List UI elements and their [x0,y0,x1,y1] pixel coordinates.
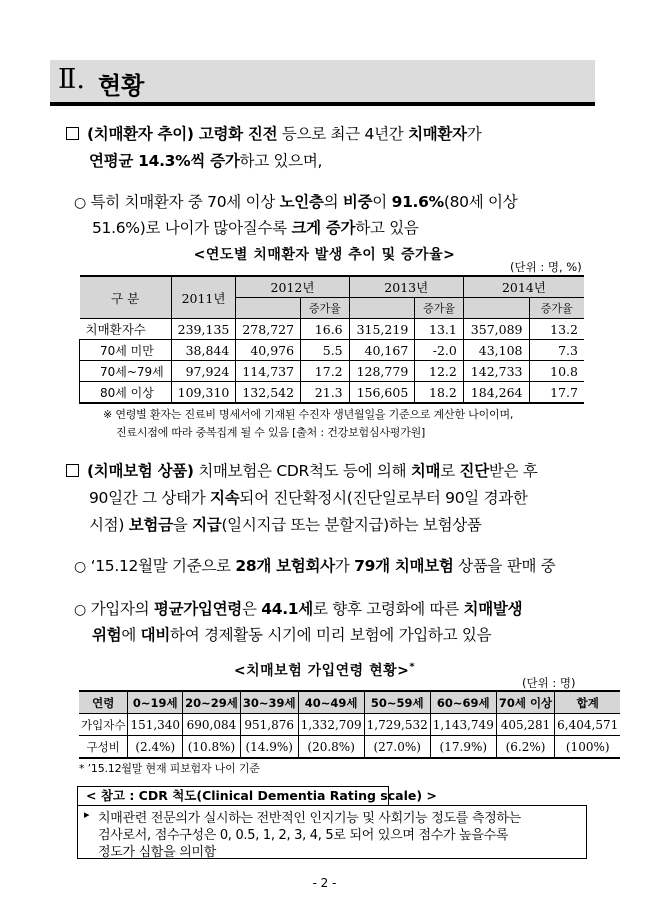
cell: 184,264 [463,382,529,404]
emphasized-text: 진단 [459,462,489,480]
emphasized-text: 위험 [92,626,122,644]
reference-line-1: 치매관련 전문의가 실시하는 전반적인 인지기능 및 사회기능 정도를 측정하는 [98,811,521,826]
patient-trend-table [79,275,584,404]
cell: 18.2 [415,382,464,404]
header-cell: 40~49세 [298,691,364,714]
emphasized-text: (치매보험 상품) [87,462,194,480]
square-bullet-icon [66,127,79,140]
cell: 690,084 [183,714,241,736]
emphasized-text: 44.1세 [261,600,313,618]
triangle-bullet-icon: ▸ [84,808,90,821]
reference-title: < 참고 : CDR 척도(Clinical Dementia Rating scale) > [77,786,389,806]
cell: 278,727 [236,319,301,340]
body-text: 상품을 판매 중 [453,557,556,575]
cell: 7.3 [529,340,584,361]
table1-note-1: ※ 연령별 환자는 진료비 명세서에 기재된 수진자 생년월일을 기준으로 계산한 나이이며, [103,408,514,421]
body-text: 에 [121,626,141,644]
p1-line-1 [66,122,481,144]
cell: 951,876 [240,714,298,736]
body-text: 받은 후 [488,462,538,480]
header-cell: 70세 이상 [496,691,554,714]
table2-title-text: <치매보험 가입연령 현황> [233,663,410,679]
p2-line-3 [89,513,482,535]
body-text: 하여 경제활동 시기에 미리 보험에 가입하고 있음 [170,626,492,644]
header-year: 2011년 [171,276,236,319]
cell: 97,924 [171,361,236,382]
reference-box [77,805,587,859]
reference-line-2: 검사로서, 점수구성은 0, 0.5, 1, 2, 3, 4, 5로 되어 있으며 점수가 높을수록 [98,828,509,843]
body-text: 특히 치매환자 중 70세 이상 [90,193,280,211]
emphasized-text: 지속 [210,489,240,507]
body-text: 가 [334,557,355,575]
cell: 315,219 [349,319,415,340]
table-row [80,319,585,340]
blank-cell [463,298,529,319]
rate-header: 증가율 [301,298,350,319]
table1-title: <연도별 치매환자 발생 추이 및 증가율> [193,247,456,263]
emphasized-text: 지급 [192,516,222,534]
emphasized-text: 치매발생 [463,600,523,618]
emphasized-text: 보험금 [128,516,173,534]
table-row [80,340,585,361]
reference-line-3: 정도가 심함을 의미함 [98,845,216,860]
body-text: 로 [440,462,460,480]
body-text: 하고 있으며, [239,152,323,170]
cell: (2.4%) [128,736,183,759]
emphasized-text: 91.6% [391,193,444,211]
row-label: 70세~79세 [80,361,172,382]
body-text: 가입자의 [90,600,154,618]
cell: 16.6 [301,319,350,340]
body-text: 90일간 그 상태가 [89,489,211,507]
emphasized-text: 비중 [342,193,373,211]
cell: 10.8 [529,361,584,382]
cell: 13.1 [415,319,464,340]
table2-note: * ’15.12월말 현재 피보험자 나이 기준 [79,762,260,775]
body-text: 되어 진단확정시(진단일로부터 90일 경과한 [239,489,528,507]
circle-bullet-icon: ○ [74,559,86,575]
cell: (10.8%) [183,736,241,759]
cell: 156,605 [349,382,415,404]
body-text: 이 [372,193,392,211]
emphasized-text: 노인층 [279,193,324,211]
emphasized-text: 평균가입연령 [153,600,242,618]
body-text: 하고 있음 [355,219,419,237]
body-text: 치매보험은 CDR척도 등에 의해 [193,462,411,480]
body-text: (80세 이상 [443,193,518,211]
cell: 132,542 [236,382,301,404]
header-cell: 20~29세 [183,691,241,714]
emphasized-text: 연평균 14.3%씩 증가 [89,152,240,170]
p2-line-1 [66,459,538,481]
table-row [80,382,585,404]
blank-cell [349,298,415,319]
p2b-line-2 [92,623,491,645]
cell: 357,089 [463,319,529,340]
emphasized-text: 28개 보험회사 [235,557,335,575]
body-text: (일시지급 또는 분할지급)하는 보험상품 [221,516,482,534]
header-cell: 합계 [555,691,621,714]
section-number: Ⅱ. [58,64,85,95]
cell: 12.2 [415,361,464,382]
body-text: 가 [466,125,482,143]
cell: 109,310 [171,382,236,404]
section-title: 현황 [98,72,145,100]
table2-unit: (단위 : 명) [522,676,576,690]
cell: 38,844 [171,340,236,361]
header-label: 구 분 [80,276,172,319]
cell: 1,729,532 [364,714,430,736]
cell: 13.2 [529,319,584,340]
row-label: 가입자수 [79,714,128,736]
cell: 142,733 [463,361,529,382]
page-number: - 2 - [312,876,337,890]
cell: 40,167 [349,340,415,361]
circle-bullet-icon: ○ [74,195,86,211]
cell: 17.2 [301,361,350,382]
table-header-row [80,276,585,298]
square-bullet-icon [66,464,79,477]
header-cell: 50~59세 [364,691,430,714]
row-label: 치매환자수 [85,322,146,337]
blank-cell [236,298,301,319]
p2a-line-1 [74,554,555,576]
emphasized-text: 대비 [140,626,171,644]
cell: (20.8%) [298,736,364,759]
cell: 239,135 [171,319,236,340]
header-cell: 0~19세 [128,691,183,714]
cell: (14.9%) [240,736,298,759]
cell: 21.3 [301,382,350,404]
p1a-line-1 [74,190,517,212]
body-text: 을 [172,516,193,534]
cell: 5.5 [301,340,350,361]
row-label: 구성비 [79,736,128,759]
cell: 40,976 [236,340,301,361]
emphasized-text: 고령화 진전 [198,125,278,143]
section-header [50,60,595,106]
p1a-line-2 [92,216,419,238]
cell: (17.9%) [430,736,496,759]
body-text: 시점) [89,516,129,534]
p2-line-2 [89,486,528,508]
header-year: 2012년 [236,276,349,298]
header-year: 2013년 [349,276,463,298]
row-label: 70세 미만 [80,340,172,361]
cell: 1,143,749 [430,714,496,736]
emphasized-text: (치매환자 추이) [87,125,199,143]
cell: -2.0 [415,340,464,361]
cell: 114,737 [236,361,301,382]
p2b-line-1 [74,597,522,619]
cell: 405,281 [496,714,554,736]
cell: (6.2%) [496,736,554,759]
cell: (27.0%) [364,736,430,759]
emphasized-text: 크게 증가 [291,219,356,237]
rate-header: 증가율 [529,298,584,319]
body-text: 로 향후 고령화에 따른 [312,600,464,618]
table-row [79,714,620,736]
p1-line-2 [89,149,322,171]
cell: 128,779 [349,361,415,382]
cell: 17.7 [529,382,584,404]
header-cell: 30~39세 [240,691,298,714]
age-distribution-table [79,690,620,759]
body-text: 등으로 최근 4년간 [277,125,409,143]
table1-unit: (단위 : 명, %) [510,260,582,274]
body-text: ‘15.12월말 기준으로 [90,557,236,575]
header-cell: 60~69세 [430,691,496,714]
body-text: 은 [241,600,262,618]
title-mark: * [409,661,416,673]
table1-note-2: 진료시점에 따라 중복집계 될 수 있음 [출처 : 건강보험심사평가원] [116,426,426,439]
cell: 151,340 [128,714,183,736]
cell: 43,108 [463,340,529,361]
body-text: 의 [323,193,343,211]
table-row [80,361,585,382]
table-row [79,736,620,759]
cell: (100%) [555,736,621,759]
table-header-row [79,691,620,714]
cell: 1,332,709 [298,714,364,736]
cell: 6,404,571 [555,714,621,736]
circle-bullet-icon: ○ [74,602,86,618]
header-year: 2014년 [463,276,584,298]
emphasized-text: 79개 치매보험 [354,557,454,575]
header-cell: 연령 [79,691,128,714]
body-text: 51.6%)로 나이가 많아질수록 [92,219,292,237]
emphasized-text: 치매 [410,462,441,480]
row-label: 80세 이상 [80,382,172,404]
rate-header: 증가율 [415,298,464,319]
emphasized-text: 치매환자 [408,125,467,143]
